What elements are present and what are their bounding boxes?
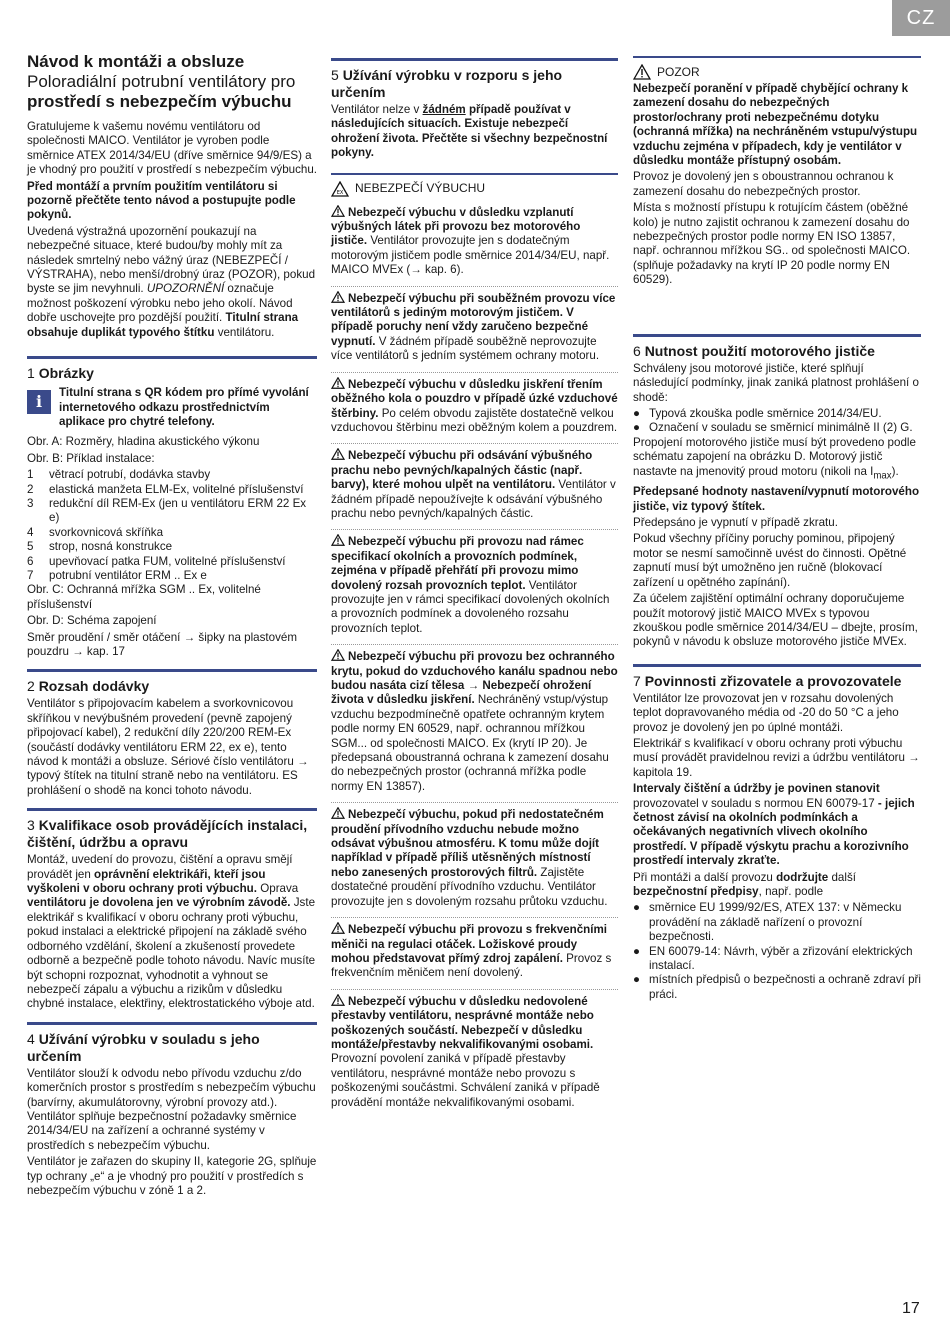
list-item <box>27 540 317 554</box>
section-7 <box>633 664 921 1003</box>
section-3-heading <box>27 817 317 851</box>
explosion-warning-icon <box>331 181 349 197</box>
danger-list <box>331 205 618 1110</box>
subtitle: Poloradiální potrubní ventilátory pro <box>27 72 296 91</box>
caution-box <box>633 56 921 288</box>
section-7-text2: Elektrikář s kvalifikací v oboru ochrany proti výbuchu musí provádět pravidelnou revizi a údržbu ventilátoru → kapitola 19. <box>633 736 920 779</box>
section-6-bold: Předepsané hodnoty nastavení/vypnutí motorového jističe, viz typový štítek. <box>633 485 920 513</box>
s3-e: Jste elektrikář s kvalifikací v oboru ochrany proti výbuchu, pokud instalaci a elektrické připojení na základě svého odborného vzdělání, školení a zkušeností provedete odborně a bezpečně podle tohoto návodu. Navíc musíte být schopni rozpoznat, vyhodnotit a vyhnout se nebezpečí zápalu a výbuchu a rizikům v důsledku chybné instalace, elektřiny, elektrostatického výboje atd. <box>27 896 316 1011</box>
warning-item <box>331 205 618 278</box>
warning-text <box>331 994 618 1110</box>
warning-separator <box>331 802 618 803</box>
list-item-text: strop, nosná konstrukce <box>49 540 173 554</box>
warning-text <box>331 448 618 521</box>
list-item <box>27 526 317 540</box>
warning-bold: Nebezpečí výbuchu při provozu nad rámec specifikací okolních a provozních podmínek, zejména v případě přehřátí při provozu mimo dovolený rozsah provozních teplot. <box>331 535 584 592</box>
intro-warnings-e: ventilátoru. <box>217 325 275 339</box>
warning-body: V žádném případě souběžně neprovozujte více ventilátorů s jedním systémem ochrany motoru. <box>331 334 600 363</box>
warning-bold: Nebezpečí výbuchu při provozu bez ochranného krytu, pokud do vzduchového kanálu spadnou nebo budou nasáta cizí tělesa → Nebezpečí ohrožení života v důsledku jiskření. <box>331 650 618 707</box>
section-number: 1 <box>27 365 35 382</box>
warning-bold: Nebezpečí výbuchu v důsledku jiskření třením oběžného kola o pouzdro v případě úzké vzduchové štěrbiny. <box>331 377 618 420</box>
s7-t4b: dodržujte <box>776 870 829 884</box>
list-item-text: potrubní ventilátor ERM .. Ex e <box>49 568 207 582</box>
warning-icon <box>331 377 345 389</box>
section-title: Nutnost použití motorového jističe <box>644 342 875 359</box>
caution-bold: Nebezpečí poranění v případě chybějící ochrany k zamezení dosahu do nebezpečných prostor/ochrany proti nebezpečnému dotyku (ochranná mřížka) na nechráněném vstupu/výstupu vzduchu zejména v případech, kdy je ventilátor v důsledku montáže přístupný osobám. <box>633 82 918 168</box>
column-middle <box>331 46 618 1112</box>
warning-text <box>331 377 618 436</box>
bullet-item <box>633 407 921 421</box>
section-title: Rozsah dodávky <box>38 678 150 695</box>
s7-t3: provozovatel v souladu s normou EN 60079-17 <box>633 796 875 810</box>
warning-item <box>331 286 618 364</box>
section-5-text <box>331 103 618 161</box>
warning-bold-continued: V případě poruchy není vždy zaručeno bezpečné vypnutí. <box>331 306 589 348</box>
warning-separator <box>331 529 618 530</box>
warning-item <box>331 372 618 436</box>
bullet-dot: ● <box>633 901 641 915</box>
section-title: Užívání výrobku v souladu s jeho určením <box>27 1030 260 1064</box>
warning-body: Nechráněný vstup/výstup vzduchu bezpodmínečně opatřete ochranným krytem podle normy EN 60529, např. ochrannou mřížkou SGM... od společnosti MAICO. Ex (krytí IP 20). Je předepsaná oboustranná ochrana k zamezení dosahu do nebezpečných prostor (ochranná mřížka podle normy EN 13857). <box>331 693 609 793</box>
s3-b: oprávnění elektrikáři, kteří jsou vyškoleni v oboru ochrany proti výbuchu. <box>27 867 266 896</box>
section-4-text2: Ventilátor je zařazen do skupiny II, kategorie 2G, splňuje typ ochrany „e“ a je vhodný pro použití v prostředích s nebezpečím výbuchu v zóně 1 a 2. <box>27 1155 317 1197</box>
page-title: Návod k montáži a obsluze <box>27 52 245 71</box>
section-6 <box>633 334 921 650</box>
warning-separator <box>331 989 618 990</box>
warning-text <box>331 291 618 364</box>
section-1-heading <box>27 365 317 382</box>
list-item-number: 2 <box>27 482 34 496</box>
warning-bold: Nebezpečí výbuchu v důsledku nedovolené přestavby ventilátoru, nesprávné montáže nebo poškozených součástí. Nebezpečí v důsledku montáže/přestavby nekvalifikovanými osobami. <box>331 994 594 1051</box>
list-item-number: 6 <box>27 554 34 568</box>
section-3-text <box>27 853 317 1011</box>
flow-direction: Směr proudění / směr otáčení → šipky na plastovém pouzdru → kap. 17 <box>27 630 297 658</box>
section-title: Povinnosti zřizovatele a provozovatele <box>644 672 902 689</box>
warning-item <box>331 989 618 1110</box>
caution-text1: Provoz je dovolený jen s oboustrannou ochranou k zamezení dosahu do nebezpečných prostor. <box>633 170 894 198</box>
s6-t1-end: ). <box>891 464 899 478</box>
section-1 <box>27 356 317 659</box>
section-title: Užívání výrobku v rozporu s jeho určením <box>331 67 563 100</box>
bullet-item <box>633 973 921 1002</box>
list-item-number: 4 <box>27 525 34 539</box>
section-6-intro: Schváleny jsou motorové jističe, které splňují následující podmínky, jinak zaniká platnost prohlášení o shodě: <box>633 361 919 404</box>
list-item <box>27 468 317 482</box>
s7-t4c: další <box>831 870 856 884</box>
fig-d: Obr. D: Schéma zapojení <box>27 614 157 628</box>
section-7-bullets <box>633 901 921 1002</box>
warning-body: Provoz s frekvenčním měničem není dovolený. <box>331 951 612 980</box>
s7-t4e: , např. podle <box>758 885 824 898</box>
intro-text: Gratulujeme k vašemu novému ventilátoru od společnosti MAICO. Ventilátor je vyroben podle směrnice ATEX 2014/34/EU (dříve směrnice 94/9/ES) a je vhodný pro použití v prostředí s nebezpečím výbuchu. <box>27 120 318 177</box>
section-6-text1 <box>633 436 921 484</box>
warning-bold: Nebezpečí výbuchu v důsledku vzplanutí výbušných látek při provozu bez <box>331 205 574 234</box>
s6-t1: Propojení motorového jističe musí být provedeno podle schématu zapojení na obrázku D. Motorový jistič nastavte na jmenovitý proud motoru (nikoli na I <box>633 435 916 478</box>
bullet-dot: ● <box>633 973 641 987</box>
s7-bold1: Intervaly čištění a údržby je povinen stanovit <box>633 782 880 796</box>
fig-b: Obr. B: Příklad instalace: <box>27 451 155 465</box>
section-2-heading <box>27 678 317 695</box>
s3-d: ventilátoru je dovolena jen ve výrobním závodě. <box>27 896 291 910</box>
bullet-dot: ● <box>633 406 641 420</box>
s3-a: Montáž, uvedení do provozu, čištění a opravu smějí provádět jen <box>27 853 293 881</box>
bullet-text: EN 60079-14: Návrh, výběr a zřizování elektrických instalací. <box>649 944 913 973</box>
section-7-text4 <box>633 871 921 900</box>
bullet-item <box>633 901 921 944</box>
bullet-dot: ● <box>633 944 641 958</box>
warning-icon <box>633 64 651 80</box>
warning-bold-continued: motorového jističe. <box>331 220 581 248</box>
warning-bold: Nebezpečí výbuchu při souběžném provozu více ventilátorů s jediným motorovým jističem. <box>331 291 616 320</box>
caution-text2: Místa s možností přístupu k rotujícím částem (oběžné kolo) je nutno zajistit ochranou k zamezení dosahu do nebezpečných prostor podle normy EN ISO 13857, např. ochrannou mřížkou SG.. od společnosti MAICO. (splňuje požadavky na krytí IP 20 podle normy EN 60529). <box>633 201 911 287</box>
list-item <box>27 497 317 526</box>
svg-text:EX: EX <box>336 189 344 196</box>
section-2-text: Ventilátor s připojovacím kabelem a svorkovnicovou skříňkou v nevýbušném provedení (pevně zapojený připojovací kabel), 2 redukční díly 220/200 REM-Ex (součástí dodávky ventilátoru ERM 22, ex e), tento návod k montáži a obsluze. Sériové číslo ventilátoru → typový štítek na titulní straně nebo na ventilátoru. ES prohlášení o shodě na konci tohoto návodu. <box>27 697 309 797</box>
warning-item <box>331 443 618 521</box>
bullet-text: Označení v souladu se směrnicí minimálně II (2) G. <box>649 421 913 435</box>
section-3 <box>27 808 317 1011</box>
section-6-text3: Pokud všechny příčiny poruchy pominou, připojený motor se nesmí samočinně uvést do činnosti. Opětné zapnutí musí být umožněno jen ručně (blokovací zařízení u opětného zapínání). <box>633 532 907 589</box>
section-6-heading <box>633 343 921 360</box>
warning-icon <box>331 448 345 460</box>
warning-icon <box>331 994 345 1006</box>
s5-a: Ventilátor nelze v <box>331 103 420 116</box>
intro-warnings <box>27 225 317 340</box>
section-4-heading <box>27 1031 317 1065</box>
list-item <box>27 569 317 583</box>
s5-c: případě používat v následujících situacích. Existuje nebezpečí ohrožení života. Přečtěte si všechny bezpečnostní pokyny. <box>331 103 608 160</box>
intro-warnings-c: označuje možnost poškození výrobku nebo jeho okolí. Návod dobře uschovejte pro pozdější použití. <box>27 282 293 325</box>
section-7-text1: Ventilátor lze provozovat jen v rozsahu dovolených teplot dopravovaného média od -20 do 50 °C a jeho provoz je dovolený jen po úplné montáži. <box>633 691 899 734</box>
fig-a: Obr. A: Rozměry, hladina akustického výkonu <box>27 435 260 449</box>
warning-text <box>331 534 618 636</box>
list-item-text: elastická manžeta ELM-Ex, volitelné příslušenství <box>49 482 304 496</box>
section-number: 2 <box>27 678 35 695</box>
section-4-text1: Ventilátor slouží k odvodu nebo přívodu vzduchu z/do komerčních prostor s prostředím s nebezpečím výbuchu (barvírny, akumulátorovny, výrobní provozy atd.). Ventilátor splňuje bezpečnostní požadavky směrnice 2014/34/EU na zařízení a ochranné systémy v prostředích s nebezpečím výbuchu. <box>27 1066 316 1152</box>
list-item-number: 7 <box>27 568 34 582</box>
warning-separator <box>331 644 618 645</box>
column-right <box>633 46 921 1002</box>
bullet-text: směrnice EU 1999/92/ES, ATEX 137: v Německu provádění na základě nařízení o provozní bezpečnosti. <box>649 901 902 944</box>
list-item-text: větrací potrubí, dodávka stavby <box>49 468 211 482</box>
warning-icon <box>331 291 345 303</box>
section-4 <box>27 1022 317 1199</box>
intro-warnings-b: UPOZORNĚNÍ <box>146 282 225 296</box>
list-item-number: 3 <box>27 496 34 510</box>
info-text: Titulní strana s QR kódem pro přímé vyvolání internetového odkazu prostřednictvím aplikace pro chytré telefony. <box>59 386 309 428</box>
language-tab: CZ <box>892 0 950 36</box>
intro-warnings-a: Uvedená výstražná upozornění poukazují na nebezpečné situace, které budou/by mohly mít za následek smrtelný nebo vážný úraz (NEBEZPEČÍ / VÝSTRAHA), nebo menší/drobný úraz (POZOR), pokud byste se jim nevyhnuli. <box>27 224 316 296</box>
caution-header <box>633 64 921 80</box>
section-6-bullets <box>633 407 921 436</box>
warning-text <box>331 205 618 278</box>
danger-header <box>331 181 618 197</box>
section-5 <box>331 58 618 161</box>
warning-body: Ventilátor provozujte jen s dodatečným motorovým jističem podle směrnice 2014/34/EU, např. MAICO MVEx (→ kap. 6). <box>331 234 610 277</box>
warning-icon <box>331 649 345 661</box>
caution-label: POZOR <box>657 64 700 79</box>
section-number: 6 <box>633 342 641 359</box>
section-number: 3 <box>27 817 35 834</box>
list-item-text: upevňovací patka FUM, volitelné příslušenství <box>49 554 286 568</box>
warning-text <box>331 649 618 794</box>
list-item-text: redukční díl REM-Ex (jen u ventilátoru ERM 22 Ex e) <box>49 496 307 525</box>
info-icon: i <box>27 390 51 414</box>
page-number: 17 <box>902 1300 920 1317</box>
section-7-heading <box>633 673 921 690</box>
bullet-item <box>633 421 921 435</box>
warning-icon <box>331 922 345 934</box>
warning-text <box>331 922 618 981</box>
warning-icon <box>331 534 345 546</box>
section-5-heading <box>331 67 618 101</box>
danger-label: NEBEZPEČÍ VÝBUCHU <box>355 181 486 196</box>
section-6-text4: Za účelem zajištění optimální ochrany doporučujeme použít motorový jistič MAICO MVEx s typovou zkouškou podle směrnice 2014/34/EU – dbejte, prosím, pokynů v návodu k obsluze motorového jističe MVEx. <box>633 592 918 649</box>
warning-bold: Nebezpečí výbuchu při provozu s frekvenčními měniči na regulaci otáček. Ložiskové proudy mohou představovat přímý zdroj zapálení. <box>331 923 607 965</box>
warning-item <box>331 529 618 636</box>
list-item <box>27 483 317 497</box>
s3-c: Oprava <box>260 882 299 896</box>
warning-body: Ventilátor provozujte jen v rámci specifikací dovolených okolních a provozních podmínek a dovoleného rozsahu provozních teplot. <box>331 578 610 635</box>
list-item-text: svorkovnicová skříňka <box>49 525 164 539</box>
s6-t1-sub: max <box>873 469 892 481</box>
section-number: 5 <box>331 67 339 83</box>
warning-separator <box>331 443 618 444</box>
warning-separator <box>331 372 618 373</box>
warning-item <box>331 917 618 981</box>
bullet-text: Typová zkouška podle směrnice 2014/34/EU. <box>649 406 882 420</box>
warning-bold-continued: K tomu může dojít například v případě příliš utěsněných místností nebo zanesených prostorových filtrů. <box>331 837 600 879</box>
warning-body: Provozní povolení zaniká v případě přestavby ventilátoru, nesprávné montáže nebo provozu s poškozenými součástmi. Schválení zaniká v případě provádění montáže nekvalifikovanými osobami. <box>331 1052 600 1109</box>
warning-icon <box>331 205 345 217</box>
warning-separator <box>331 917 618 918</box>
s5-b: žádném <box>422 103 466 116</box>
warning-body: Zajistěte dostatečné proudění přívodního vzduchu. Ventilátor provozujte jen s dovoleným rozsahu průtoku vzduchu. <box>331 865 608 908</box>
warning-body: Ventilátor v žádném případě nepoužívejte k odsávání výbušného prachu nebo pevných/kapalných částic. <box>331 478 616 520</box>
section-2 <box>27 669 317 798</box>
section-number: 4 <box>27 1030 35 1047</box>
s7-t4d: bezpečnostní předpisy <box>633 885 759 898</box>
warning-separator <box>331 286 618 287</box>
section-title: Obrázky <box>38 365 94 382</box>
danger-box <box>331 173 618 1110</box>
s7-t4a: Při montáži a další provozu <box>633 870 773 884</box>
fig-b-list <box>27 468 317 583</box>
section-6-text2: Předepsáno je vypnutí v případě zkratu. <box>633 516 838 530</box>
list-item <box>27 555 317 569</box>
subtitle-bold: prostředí s nebezpečím výbuchu <box>27 92 292 111</box>
bullet-dot: ● <box>633 421 641 435</box>
info-note <box>27 386 317 429</box>
intro-warnings-d: Titulní strana obsahuje duplikát typového štítku <box>27 311 299 339</box>
section-title: Kvalifikace osob provádějících instalaci, čištění, údržbu a opravu <box>27 817 308 851</box>
intro-bold: Před montáží a prvním použitím ventilátoru si pozorně přečtěte tento návod a postupujte podle pokynů. <box>27 179 296 222</box>
list-item-number: 1 <box>27 468 34 482</box>
bullet-item <box>633 945 921 974</box>
warning-icon <box>331 807 345 819</box>
column-left <box>27 46 317 1200</box>
section-7-text3 <box>633 782 921 868</box>
warning-text <box>331 807 618 909</box>
warning-bold: Nebezpečí výbuchu při odsávání výbušného prachu nebo pevných/kapalných částic (např. barvy), které mohou ulpět na ventilátoru. <box>331 449 593 492</box>
warning-body: Po celém obvodu zajistěte dostatečně velkou vzduchovou štěrbinu mezi oběžným kolem a pouzdrem. <box>331 406 618 434</box>
bullet-text: místních předpisů o bezpečnosti a ochraně zdraví při práci. <box>649 973 921 1001</box>
warning-item <box>331 802 618 909</box>
list-item-number: 5 <box>27 540 34 554</box>
s7-bold2: - jejich četnost závisí na okolních podmínkách a očekávaných negativních vlivech okolního prostředí. V případě výskytu prachu a korozivního prostředí intervaly zkraťte. <box>633 796 915 868</box>
fig-c: Obr. C: Ochranná mřížka SGM .. Ex, volitelné příslušenství <box>27 583 261 611</box>
section-number: 7 <box>633 672 641 689</box>
warning-item <box>331 644 618 794</box>
warning-bold: Nebezpečí výbuchu, pokud při nedostatečném proudění přívodního vzduchu nebude možno odsávat výbušnou atmosféru. <box>331 808 604 851</box>
